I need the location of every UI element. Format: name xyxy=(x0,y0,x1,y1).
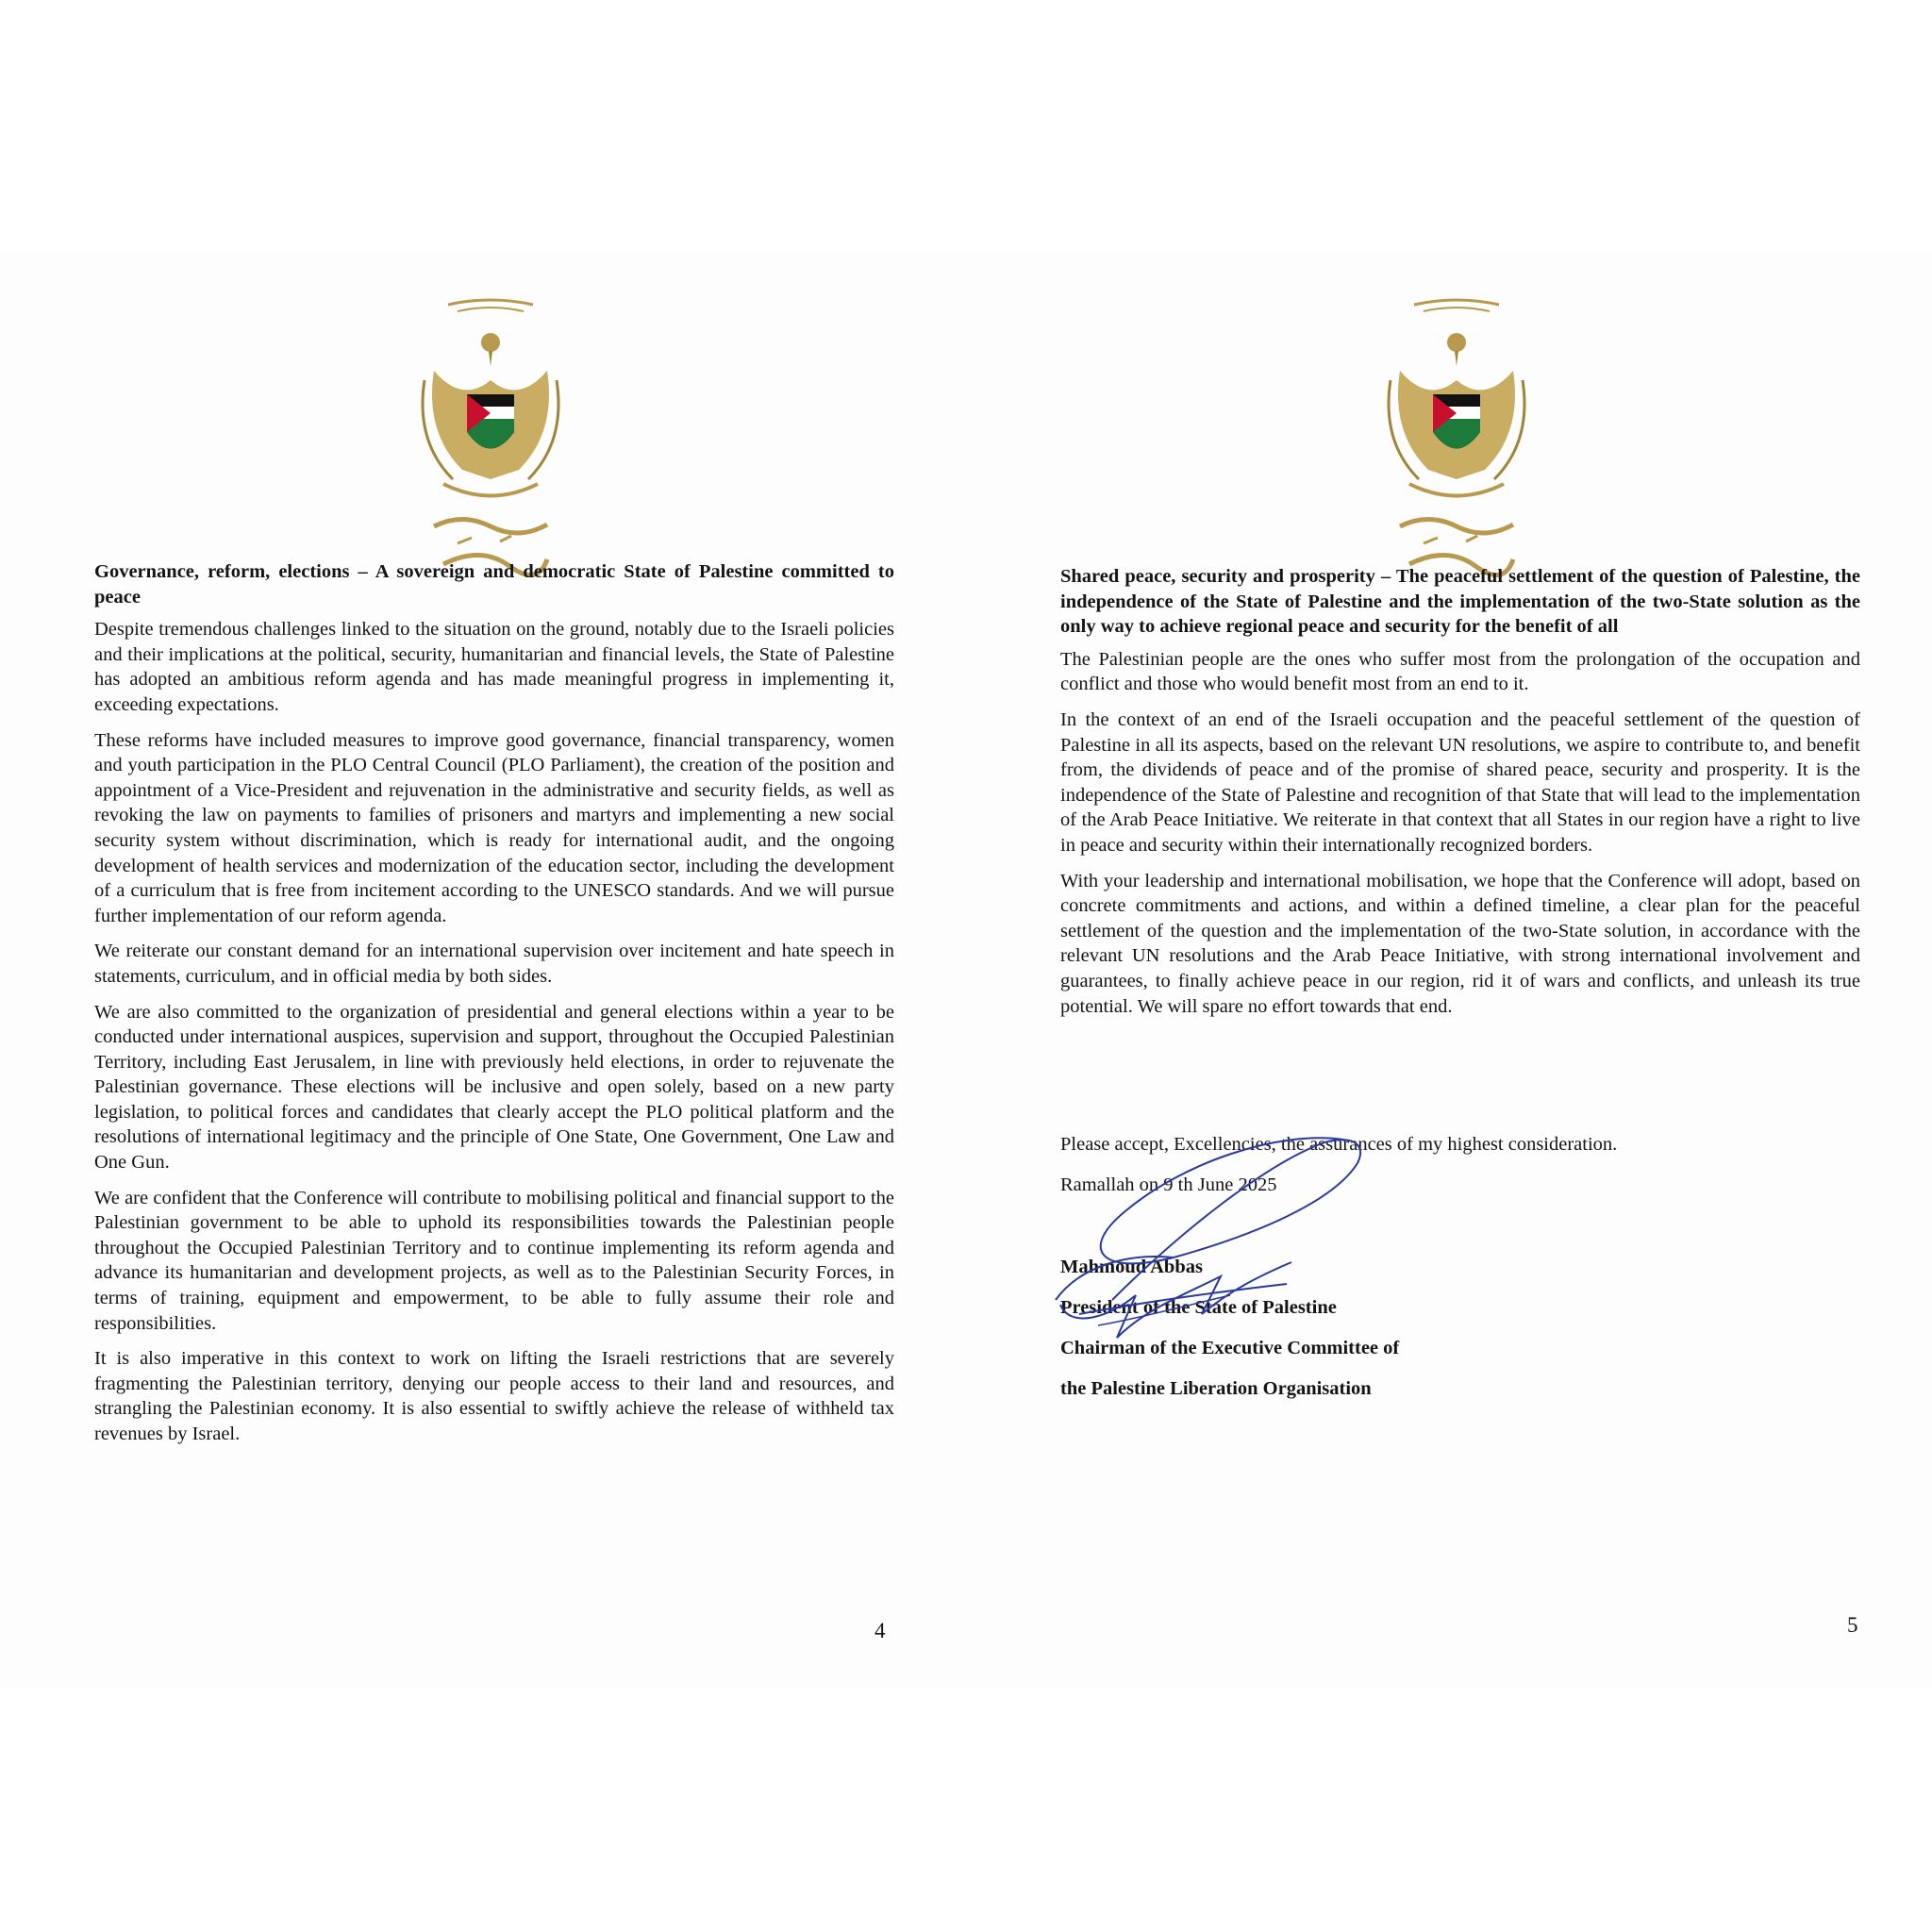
right-page-body xyxy=(1060,564,1860,1029)
body-paragraph: We are also committed to the organization of presidential and general elections within a year to be conducted under international auspices, supervision and support, throughout the Occupied Palestinian Territory, including East Jerusalem, in line with previously held elections, in order to rejuvenate the Palestinian governance. These elections will be inclusive and open solely, based on a new party legislation, to political forces and candidates that clearly accept the PLO political platform and the resolutions of international legitimacy and the principle of One State, One Government, One Law and One Gun. xyxy=(94,1001,894,1174)
section-heading-shared-peace: Shared peace, security and prosperity – The peaceful settlement of the question of Palestine, the independence of the State of Palestine and the implementation of the two-State solution as the only way to achieve regional peace and security for the benefit of all xyxy=(1060,566,1860,638)
body-paragraph: The Palestinian people are the ones who suffer most from the prolongation of the occupation and conflict and those who would benefit most from an end to it. xyxy=(1060,648,1860,695)
letter-page-4 xyxy=(0,253,966,1687)
body-paragraph: We reiterate our constant demand for an international supervision over incitement and hate speech in statements, curriculum, and in official media by both sides. xyxy=(94,941,894,987)
left-page-body xyxy=(94,559,894,1457)
palestine-eagle-emblem-icon xyxy=(1372,291,1541,592)
handwritten-signature-icon xyxy=(1041,1125,1438,1371)
closing-salutation: Please accept, Excellencies, the assurances of my highest consideration. xyxy=(1060,1134,1618,1155)
body-paragraph: With your leadership and international mobilisation, we hope that the Conference will adopt, based on concrete commitments and actions, and within a defined timeline, a clear plan for the peaceful settlement of the question and the implementation of the two-State solution, in accordance with the relevant UN resolutions and the Arab Peace Initiative, with strong international involvement and guarantees, to finally achieve peace in our region, rid it of wars and conflicts, and unleash its true potential. We will spare no effort towards that end. xyxy=(1060,870,1860,1017)
signatory-title: the Palestine Liberation Organisation xyxy=(1060,1378,1372,1399)
body-paragraph: We are confident that the Conference will contribute to mobilising political and financial support to the Palestinian government to be able to uphold its responsibilities towards the Palestinian people throughout the Occupied Palestinian Territory and to continue implementing its reform agenda and advance its humanitarian and development projects, as well as to the Palestinian Security Forces, in terms of training, equipment and empowerment, to be able to fully assume their role and responsibilities. xyxy=(94,1187,894,1334)
emblem-graphic xyxy=(406,291,575,592)
emblem-graphic xyxy=(1372,291,1541,592)
body-paragraph: In the context of an end of the Israeli occupation and the peaceful settlement of the question of Palestine in all its aspects, based on the relevant UN resolutions, we aspire to contribute to, and benefit from, the dividends of peace and of the promise of shared peace, security and prosperity. It is the independence of the State of Palestine and recognition of that State that will lead to the implementation of the Arab Peace Initiative. We reiterate in that context that all States in our region have a right to live in peace and security within their internationally recognized borders. xyxy=(1060,708,1860,856)
signatory-title: Chairman of the Executive Committee of xyxy=(1060,1338,1400,1358)
body-paragraph: Despite tremendous challenges linked to the situation on the ground, notably due to the Israeli policies and their implications at the political, security, humanitarian and financial levels, the State of Palestine has adopted an ambitious reform agenda and has made meaningful progress in implementing it, exceeding expectations. xyxy=(94,619,894,715)
palestine-eagle-emblem-icon xyxy=(406,291,575,592)
place-date: Ramallah on 9 th June 2025 xyxy=(1060,1174,1277,1195)
body-paragraph: These reforms have included measures to improve good governance, financial transparency, women and youth participation in the PLO Central Council (PLO Parliament), the creation of the position and appointment of a Vice-President and rejuvenation in the administrative and security fields, as well as revoking the law on payments to families of prisoners and martyrs and implementing a new social security system without discrimination, which is ready for international audit, and the ongoing development of health services and modernization of the education sector, including the development of a curriculum that is free from incitement according to the UNESCO standards. And we will pursue further implementation of our reform agenda. xyxy=(94,729,894,926)
page-number: 5 xyxy=(1847,1613,1858,1637)
signatory-name: Mahmoud Abbas xyxy=(1060,1257,1203,1277)
signatory-title: President of the State of Palestine xyxy=(1060,1297,1337,1318)
body-paragraph: It is also imperative in this context to work on lifting the Israeli restrictions that are severely fragmenting the Palestinian territory, denying our people access to their land and resources, and strangling the Palestinian economy. It is also essential to swiftly achieve the release of withheld tax revenues by Israel. xyxy=(94,1348,894,1444)
letter-page-5 xyxy=(966,253,1932,1687)
section-heading-governance: Governance, reform, elections – A sovereign and democratic State of Palestine committed to peace xyxy=(94,561,894,608)
page-number: 4 xyxy=(874,1619,886,1642)
